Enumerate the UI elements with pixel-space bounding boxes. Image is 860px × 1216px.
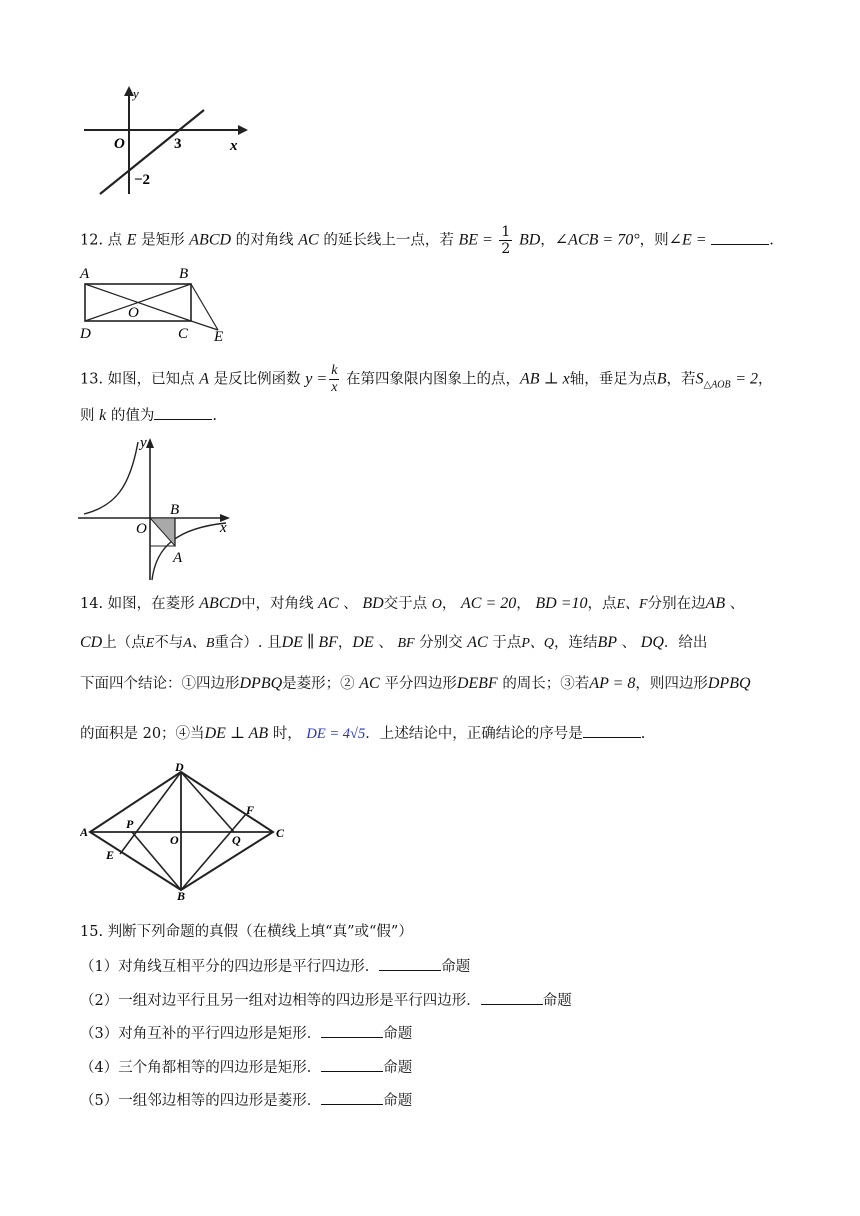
statement-item: （1）对角线互相平分的四边形是平行四边形． 命题 [80,956,470,977]
fig14-label-P: P [126,817,134,831]
fig14-label-Q: Q [232,833,241,847]
fig14-label-A: A [80,825,89,839]
fig13-label-O: O [136,521,147,537]
question-14-line-1: 14. 如图，在菱形 ABCD中，对角线 AC 、 BD交于点 O， AC = 20， BD =10，点E、F分别在边AB 、 [80,595,745,612]
fig11-y-label: y [133,86,139,101]
fig12-label-C: C [178,326,189,342]
statement-item: （3）对角互补的平行四边形是矩形． 命题 [80,1023,412,1044]
fig14-label-C: C [276,826,285,840]
fig12-label-O: O [128,305,139,321]
answer-blank-15-2[interactable] [481,990,543,1005]
fig11-origin: O [114,136,125,152]
answer-blank-15-4[interactable] [321,1057,383,1072]
fig14-label-D: D [175,762,184,774]
fig11-x-label: x [230,138,238,154]
statement-item: （2）一组对边平行且另一组对边相等的四边形是平行四边形． 命题 [80,990,572,1011]
question-13-line-2: 则 k 的值为 . [80,407,217,424]
fig14-label-E: E [106,848,115,862]
fig14-label-B: B [177,889,186,902]
answer-blank-15-5[interactable] [321,1090,383,1105]
figure-q14-rhombus [80,762,292,902]
question-14-line-4: 的面积是 20；④当DE ⊥ AB 时， DE = 4√5．上述结论中，正确结论的序号是 . [80,725,646,742]
figure-q12-rectangle [76,262,236,344]
fraction-k-over-x: $\frac{k}{x}$ [331,363,338,395]
question-14-line-3: 下面四个结论：①四边形DPBQ是菱形；② AC 平分四边形DEBF 的周长；③若AP = 8，则四边形DPBQ [80,675,751,692]
answer-blank-15-1[interactable] [379,956,441,971]
figure-q11-line-graph [80,84,250,200]
fig11-y-tick: −2 [134,172,151,188]
question-12: 12. 点 E 是矩形 ABCD 的对角线 AC 的延长线上一点，若 BE = $\frac{1}{2}$ BD，∠ACB = 70°，则∠E = . [80,224,774,257]
fig13-label-B: B [170,502,180,518]
fig11-x-tick: 3 [174,136,182,152]
question-13-line-1: 13. 如图，已知点 A 是反比例函数 y = $\frac{k}{x}$ 在第四象限内图象上的点，AB ⊥ x轴，垂足为点B，若$S_{\triangle AOB} = 2$， [80,363,773,395]
fig12-label-E: E [214,329,224,344]
answer-blank-13[interactable] [154,405,212,420]
figure-q13-hyperbola [76,434,236,582]
highlighted-formula: DE = 4√5 [306,726,366,742]
fig13-label-y: y [140,435,147,451]
fig13-label-A: A [173,550,183,566]
fig14-label-F: F [246,803,255,817]
question-14-line-2: CD上（点E不与A、B重合）. 且DE ∥ BF，DE 、 BF 分别交 AC 于点P、Q，连结BP 、 DQ．给出 [80,634,708,651]
fig12-label-B: B [179,266,189,282]
fig12-label-D: D [80,326,91,342]
fig13-label-x: x [220,520,227,536]
statement-item: （5）一组邻边相等的四边形是菱形． 命题 [80,1090,412,1111]
statement-item: （4）三个角都相等的四边形是矩形． 命题 [80,1057,412,1078]
answer-blank-12[interactable] [711,230,769,245]
fig12-label-A: A [80,266,90,282]
answer-blank-14[interactable] [583,723,641,738]
fraction-one-half: $\frac{1}{2}$ [501,224,511,257]
answer-blank-15-3[interactable] [321,1023,383,1038]
fig14-label-O: O [170,833,179,847]
question-15-title: 15. 判断下列命题的真假（在横线上填“真”或“假”） [80,924,413,940]
